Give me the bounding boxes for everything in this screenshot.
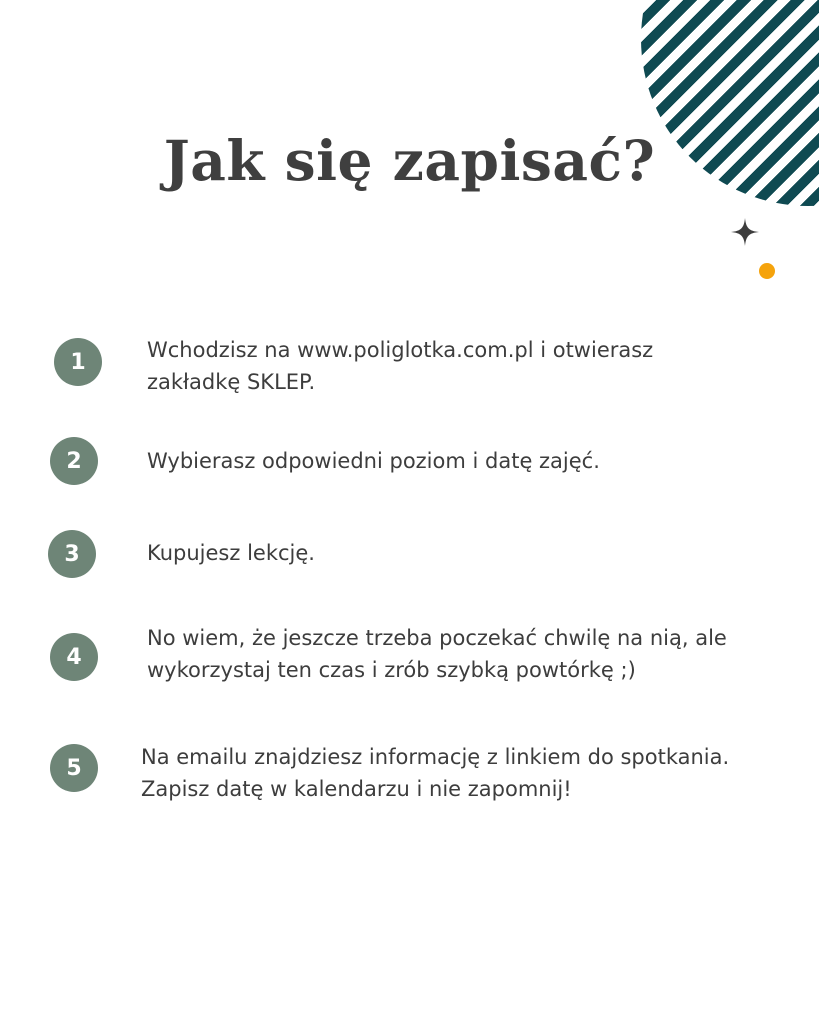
step-text: No wiem, że jeszcze trzeba poczekać chwilę na nią, ale wykorzystaj ten czas i zrób szybką powtórkę ;) [147,626,727,682]
step-number-badge: 3 [48,530,96,578]
step-number-badge: 1 [54,338,102,386]
step-text: Na emailu znajdziesz informację z linkiem do spotkania. Zapisz datę w kalendarzu i nie zapomnij! [141,745,730,801]
step-number-badge: 2 [50,437,98,485]
step-text: Wchodzisz na www.poliglotka.com.pl i otwierasz zakładkę SKLEP. [147,338,654,394]
step-number-badge: 4 [50,633,98,681]
orange-dot-decoration [759,263,775,279]
page-title: Jak się zapisać? [163,128,656,193]
step-text: Kupujesz lekcję. [147,541,315,565]
step-number-badge: 5 [50,744,98,792]
sparkle-icon [729,216,761,248]
step-text: Wybierasz odpowiedni poziom i datę zajęć. [147,449,600,473]
